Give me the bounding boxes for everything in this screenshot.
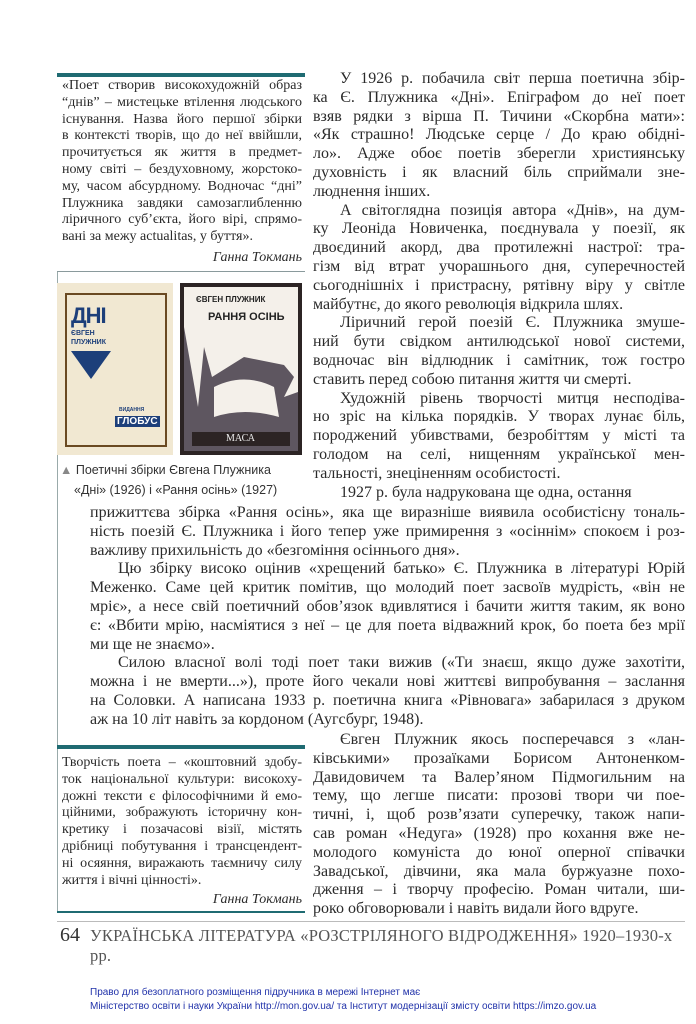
text-line: тальності, знеціненням особистості. [313, 464, 561, 482]
text-line: ку Леоніда Новиченка, поєднувала у поезії, як [313, 220, 685, 238]
text-line: є: «Вбити мрію, насміятися з неї – це для поета відважний крок, бо поета без мрії [90, 616, 685, 634]
text-line: Художній рівень творчості митця несподіва- [340, 389, 685, 407]
quote-line: му, часом абсурдному. Водночас “дні” [62, 178, 302, 194]
text-line: взяв рядки з вірша П. Тичини «Скорбна мати»: [313, 107, 685, 125]
quote-line: кретику і позачасові візії, містять [62, 822, 302, 838]
text-line: ний бути свідком антилюдської нової системи, [313, 333, 685, 351]
text-line: Ліричний герой поезій Є. Плужника змуше- [340, 314, 685, 332]
text-line: водночас він відлюдник і самітник, тож гостро [313, 351, 685, 369]
text-line: А світоглядна позиція автора «Днів», на дум- [340, 201, 685, 219]
text-line: тичні, і, щоб розв’язати суперечку, також напи- [313, 806, 685, 824]
text-line: двоєдиний акорд, два протилежні настрої: тра- [313, 239, 685, 257]
text-line: ність поезій Є. Плужника і його тепер уже примирення з «осіннім» спокоєм і роз- [90, 522, 685, 540]
quote-line: життя і вічні цінності». [62, 872, 202, 888]
text-line: гізм від втрат учорашнього дня, суперечностей [313, 257, 685, 275]
license-notice [90, 986, 596, 1014]
quote-line: Творчість поета – «коштовний здобу- [62, 755, 302, 770]
text-line: прижиттєва збірка «Рання осінь», яка ще виразніше виявила особистісну тональ- [90, 504, 685, 521]
text-line: ло». Адже обоє поетів зберегли християнську [313, 145, 685, 163]
quote-line: «Поет створив високохудожній образ [62, 78, 302, 93]
book1-publisher: ГЛОБУС [117, 416, 158, 427]
text-line: тему, що легше писати: прозові твори чи пое- [313, 787, 685, 805]
text-line: «Як страшно! Людське серце / До краю обідні- [313, 126, 685, 144]
text-line: ківськими» прозаїками Борисом Антоненком- [313, 749, 685, 767]
quote-line: ційними, зображують історичну кон- [62, 805, 302, 821]
book1-ornament [71, 351, 111, 379]
quote-line: дожні тексти є філософічними й емо- [62, 788, 302, 804]
text-line: люднення інших. [313, 182, 431, 200]
text-line: аж на 10 літ навіть за кордоном (Аугсбург, 1948). [90, 710, 424, 728]
footer-rule [57, 921, 685, 922]
text-line: сьогоднішніх і пристрасну, рятівну віру у світле [313, 276, 685, 294]
text-line: важливу прихильність до «безгоміння осіннього дня». [90, 541, 460, 559]
book2-title: РАННЯ ОСІНЬ [208, 311, 285, 323]
quote-line: прочитується як життя в предмет- [62, 145, 302, 161]
text-line: можна і не вмерти...»), проте його чекали нові життєві випробування – заслання [90, 673, 685, 691]
book1-title: ДНІ [71, 303, 106, 328]
text-line: Меженко. Саме цей критик помітив, що молодий поет засвоїв мудрість, «він не [90, 579, 685, 597]
right-column-top [313, 70, 685, 502]
text-line: породжений убивствами, безробіттям у місті та [313, 427, 685, 445]
text-line: мріє», а несе свій поетичний обов’язок вдивлятися і бачити життя таким, як воно [90, 597, 685, 615]
book1-publisher-top: ВИДАННЯ [119, 407, 145, 413]
quote-line: ліричного суб’єкта, його вірі, спрямо- [62, 212, 302, 228]
text-line: ка Є. Плужника «Дні». Епіграфом до неї поет [313, 88, 685, 106]
page-number: 64 [60, 924, 80, 946]
caption-line: Поетичні збірки Євгена Плужника [75, 463, 271, 477]
quote-bottom [62, 755, 302, 889]
quote-top [62, 78, 302, 246]
quote-bottom-rule [57, 911, 305, 913]
quote-top-author: Ганна Токмань [212, 250, 302, 265]
quote-line: дрібниці побутування і трансцендент- [62, 838, 302, 854]
text-line: Завадської, дівчини, яка мала буржуазне похо- [313, 862, 685, 880]
text-line: но зріс на кілька порядків. У творах лунає біль, [313, 408, 685, 426]
quote-line: вані за межу actualitas, у буття». [62, 229, 253, 245]
quote-line: “днів” – мистецьке втілення людського [62, 94, 302, 110]
text-line: Цю збірку високо оцінив «хрещений батько» Є. Плужника в літературі Юрій [118, 560, 685, 578]
text-line: У 1926 р. побачила світ перша поетична збір- [340, 70, 685, 87]
text-line: на Соловки. А написана 1933 р. поетична книга «Рівновага» забарилася з друком [90, 691, 685, 709]
quote-top-rule [57, 271, 305, 272]
book2-publisher: МАСА [226, 433, 256, 444]
text-line: голодом на селі, нищенням української мен- [313, 445, 685, 463]
quote-line: ток національної культури: високоху- [62, 771, 302, 787]
notice-line: Міністерство освіти і науки України http://mon.gov.ua/ та Інститут модернізації змісту освіти https://imzo.gov.ua [90, 1001, 597, 1012]
caption-line: «Дні» (1926) і «Рання осінь» (1927) [74, 483, 278, 497]
full-width-text [90, 504, 685, 730]
quote-line: ні осяяння, виражають таємничу силу [62, 855, 302, 871]
quote-bottom-bar [57, 745, 305, 749]
text-line: дження – і творчу професію. Роман читали, ши- [313, 881, 685, 899]
text-line: Євген Плужник якось посперечався з «лан- [340, 731, 685, 748]
book-cover-rannia-osin [180, 283, 302, 455]
text-line: майбутнє, до якого революція відкрила шлях. [313, 295, 624, 313]
book2-author: ЄВГЕН ПЛУЖНИК [196, 295, 266, 304]
quote-line: існування. Назва його першої збірки [62, 111, 302, 127]
text-line: сав роман «Недуга» (1928) про кохання вже не- [313, 824, 685, 842]
quote-line: ному світі – бездуховному, жорстоко- [62, 161, 302, 177]
right-column-bottom [313, 731, 685, 919]
text-line: ставить перед собою питання життя чи смерті. [313, 370, 632, 388]
text-line: ми ще не знаємо». [90, 635, 215, 653]
book1-author: ЄВГЕН ПЛУЖНИК [71, 330, 106, 346]
text-line: духовність і як власний біль сприймали зне- [313, 163, 685, 181]
text-line: роко обговорювали і навіть видали його вдруге. [313, 900, 639, 918]
running-title: УКРАЇНСЬКА ЛІТЕРАТУРА «РОЗСТРІЛЯНОГО ВІДРОДЖЕННЯ» 1920–1930-х рр. [90, 926, 673, 965]
text-line: Давидовичем та Валер’яном Підмогильним на [313, 768, 685, 786]
triangle-up-icon: ▲ [60, 463, 76, 477]
text-line: молодого комуніста до юної оперної співачки [313, 843, 685, 861]
quote-line: в контексті творів, що до неї ввійшли, [62, 128, 302, 144]
notice-line: Право для безоплатного розміщення підручника в мережі Інтернет має [90, 987, 421, 998]
quote-line: Плужника завдяки самозаглибленню [62, 195, 302, 211]
book-cover-dni [57, 283, 173, 455]
text-line: 1927 р. була надрукована ще одна, остання [340, 483, 632, 501]
text-line: Силою власної волі тоді поет таки вижив («Ти знаєш, якщо дуже захотіти, [118, 654, 685, 672]
quote-bottom-author: Ганна Токмань [212, 892, 302, 907]
figure-caption [60, 460, 277, 500]
quote-top-bar [57, 73, 305, 77]
